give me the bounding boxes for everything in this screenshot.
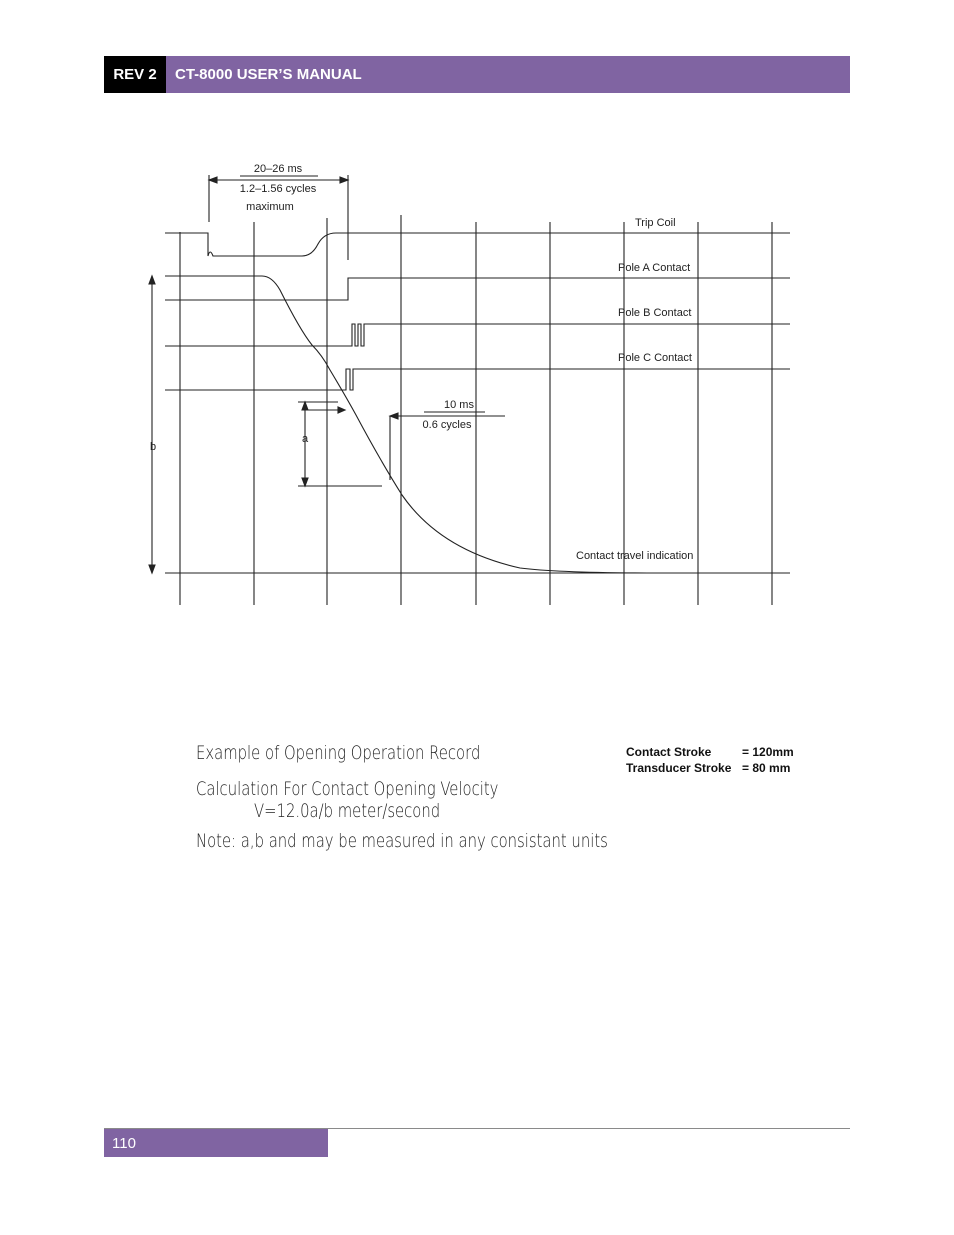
pole-c-trace (165, 369, 790, 390)
dimension-b-label: b (150, 441, 157, 453)
page-number: 110 (104, 1129, 328, 1157)
spec-row (626, 760, 794, 776)
pole-b-trace (165, 324, 790, 346)
notes-formula: V=12.0a/b meter/second (254, 800, 441, 822)
timing-mid-line2: 0.6 cycles (422, 419, 472, 431)
timing-mid-line1: 10 ms (444, 399, 474, 411)
dimension-a-label: a (302, 433, 309, 445)
spec-label: Transducer Stroke (626, 761, 732, 775)
timing-top-line2: 1.2–1.56 cycles (239, 183, 317, 195)
spec-value: = 80 mm (742, 761, 791, 775)
spec-label: Contact Stroke (626, 745, 712, 759)
label-contact-travel: Contact travel indication (576, 550, 694, 562)
label-trip-coil: Trip Coil (635, 217, 676, 229)
opening-operation-diagram (140, 140, 800, 610)
label-pole-c: Pole C Contact (618, 352, 692, 364)
manual-title: CT-8000 USER’S MANUAL (166, 56, 850, 93)
spec-value: = 120mm (742, 745, 794, 759)
pole-a-trace (165, 278, 790, 300)
timing-top-line1: 20–26 ms (253, 163, 303, 175)
spec-row (626, 744, 794, 760)
stroke-specs (626, 744, 794, 776)
trip-coil-trace (165, 233, 790, 256)
label-pole-a: Pole A Contact (618, 262, 691, 274)
notes-calc: Calculation For Contact Opening Velocity (196, 778, 499, 800)
label-pole-b: Pole B Contact (618, 307, 692, 319)
notes-note: Note: a,b and may be measured in any consistant units (196, 830, 608, 852)
contact-travel-trace (165, 276, 660, 573)
timing-top-line3: maximum (246, 201, 294, 213)
revision-label: REV 2 (104, 56, 166, 93)
notes-title: Example of Opening Operation Record (196, 742, 481, 764)
page-header (104, 56, 850, 93)
